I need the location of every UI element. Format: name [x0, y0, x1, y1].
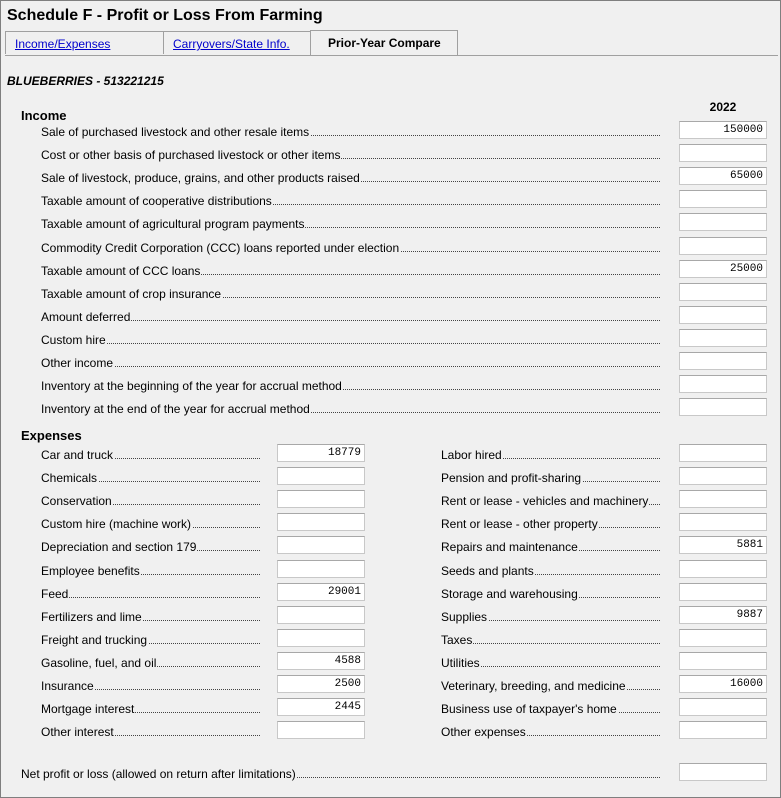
row-labor-hired: [1, 444, 781, 464]
row-supplies: [1, 606, 781, 626]
row-inventory-at-the-beginning-of-the-year-for-accrual-method: [1, 375, 781, 395]
rent-or-lease-other-property-input[interactable]: [679, 513, 767, 531]
row-taxes: [1, 629, 781, 649]
field-label: Fertilizers and lime: [41, 609, 142, 624]
field-label-wrap: [41, 402, 311, 416]
field-label-wrap: [441, 564, 535, 578]
business-use-of-taxpayer-s-home-input[interactable]: [679, 698, 767, 716]
field-label-wrap: [441, 517, 599, 531]
field-label-wrap: [41, 287, 222, 301]
field-label: Amount deferred: [41, 309, 131, 324]
row-seeds-and-plants: [1, 560, 781, 580]
field-label-wrap: [441, 702, 618, 716]
field-label: Other expenses: [441, 725, 526, 740]
amount-deferred-input[interactable]: [679, 306, 767, 324]
field-label: Conservation: [41, 494, 112, 509]
feed-input[interactable]: 29001: [277, 583, 365, 601]
field-label: Inventory at the beginning of the year for accrual method: [41, 379, 342, 394]
utilities-input[interactable]: [679, 652, 767, 670]
field-label-wrap: [441, 587, 579, 601]
tab-carryovers-state-info-label[interactable]: Carryovers/State Info.: [173, 37, 290, 51]
row-taxable-amount-of-ccc-loans: [1, 260, 781, 280]
row-rent-or-lease-vehicles-and-machinery: [1, 490, 781, 510]
row-taxable-amount-of-cooperative-distributions: [1, 190, 781, 210]
row-other-expenses: [1, 721, 781, 741]
field-label: Sale of livestock, produce, grains, and other products raised: [41, 171, 360, 186]
row-repairs-and-maintenance: [1, 536, 781, 556]
tab-carryovers-state-info[interactable]: [163, 31, 311, 54]
field-label: Inventory at the end of the year for accrual method: [41, 402, 310, 417]
tab-income-expenses-label[interactable]: Income/Expenses: [15, 37, 111, 51]
row-pension-and-profit-sharing: [1, 467, 781, 487]
field-label-wrap: [41, 171, 361, 185]
tab-income-expenses[interactable]: [5, 31, 164, 54]
row-taxable-amount-of-crop-insurance: [1, 283, 781, 303]
client-name: BLUEBERRIES - 513221215: [7, 74, 164, 88]
field-label: Taxable amount of cooperative distributions: [41, 194, 272, 209]
tab-bar: [5, 31, 778, 56]
page-title: Schedule F - Profit or Loss From Farming: [7, 7, 323, 24]
year-column-header: 2022: [709, 100, 737, 114]
row-other-income: [1, 352, 781, 372]
field-label-wrap: [41, 125, 310, 139]
row-custom-hire: [1, 329, 781, 349]
gasoline-fuel-and-oil-input[interactable]: 4588: [277, 652, 365, 670]
field-label: Freight and trucking: [41, 632, 148, 647]
field-label: Other income: [41, 356, 114, 370]
taxable-amount-of-ccc-loans-input[interactable]: 25000: [679, 260, 767, 278]
taxable-amount-of-crop-insurance-input[interactable]: [679, 283, 767, 301]
field-label: Veterinary, breeding, and medicine: [441, 679, 626, 693]
field-label-wrap: [441, 633, 473, 647]
field-label-wrap: [441, 494, 649, 508]
field-label-wrap: [441, 540, 579, 554]
sale-of-purchased-livestock-and-other-resale-items-input[interactable]: 150000: [679, 121, 767, 139]
field-label-wrap: [41, 217, 305, 231]
net-profit-or-loss-allowed-on-return-after-limitations-input[interactable]: [679, 763, 767, 781]
leader-dots: [41, 320, 660, 321]
field-label: Chemicals: [41, 471, 98, 486]
custom-hire-input[interactable]: [679, 329, 767, 347]
field-label-wrap: [441, 725, 527, 739]
field-label: Pension and profit-sharing: [441, 471, 582, 486]
row-inventory-at-the-end-of-the-year-for-accrual-method: [1, 398, 781, 418]
field-label-wrap: [21, 767, 297, 781]
field-label: Employee benefits: [41, 563, 140, 578]
field-label-wrap: [441, 471, 582, 485]
other-income-input[interactable]: [679, 352, 767, 370]
taxable-amount-of-cooperative-distributions-input[interactable]: [679, 190, 767, 208]
field-label: Feed: [41, 586, 69, 601]
field-label-wrap: [41, 333, 107, 347]
field-label: Taxes: [441, 632, 473, 647]
field-label: Supplies: [441, 609, 488, 624]
row-commodity-credit-corporation-ccc-loans-reported-under-election: [1, 237, 781, 257]
other-expenses-input[interactable]: [679, 721, 767, 739]
field-label: Repairs and maintenance: [441, 540, 578, 555]
tab-prior-year-compare-label[interactable]: Prior-Year Compare: [328, 36, 441, 50]
row-sale-of-livestock-produce-grains-and-other-products-raised: [1, 167, 781, 187]
pension-and-profit-sharing-input[interactable]: [679, 467, 767, 485]
inventory-at-the-end-of-the-year-for-accrual-method-input[interactable]: [679, 398, 767, 416]
row-cost-or-other-basis-of-purchased-livestock-or-other-items: [1, 144, 781, 164]
field-label-wrap: [41, 379, 343, 393]
field-label: Insurance: [41, 679, 94, 693]
field-label: Car and truck: [41, 448, 114, 462]
row-utilities: [1, 652, 781, 672]
row-storage-and-warehousing: [1, 583, 781, 603]
field-label-wrap: [41, 264, 201, 278]
mortgage-interest-input[interactable]: 2445: [277, 698, 365, 716]
tab-prior-year-compare[interactable]: [310, 30, 458, 55]
rent-or-lease-vehicles-and-machinery-input[interactable]: [679, 490, 767, 508]
field-label-wrap: [441, 656, 481, 670]
row-amount-deferred: [1, 306, 781, 326]
row-sale-of-purchased-livestock-and-other-resale-items: [1, 121, 781, 141]
taxes-input[interactable]: [679, 629, 767, 647]
field-label-wrap: [41, 310, 131, 324]
field-label: Depreciation and section 179: [41, 540, 197, 555]
row-net-profit-or-loss-allowed-on-return-after-limitations: [1, 763, 781, 783]
labor-hired-input[interactable]: [679, 444, 767, 462]
field-label: Custom hire (machine work): [41, 517, 192, 532]
car-and-truck-input[interactable]: 18779: [277, 444, 365, 462]
field-label: Cost or other basis of purchased livestock or other items: [41, 148, 341, 163]
repairs-and-maintenance-input[interactable]: 5881: [679, 536, 767, 554]
field-label: Rent or lease - other property: [441, 517, 598, 532]
field-label-wrap: [41, 194, 273, 208]
field-label: Sale of purchased livestock and other resale items: [41, 125, 310, 139]
field-label: Taxable amount of CCC loans: [41, 263, 201, 278]
veterinary-breeding-and-medicine-input[interactable]: 16000: [679, 675, 767, 693]
field-label-wrap: [41, 356, 114, 370]
field-label: Gasoline, fuel, and oil: [41, 655, 157, 670]
leader-dots: [41, 366, 660, 367]
supplies-input[interactable]: 9887: [679, 606, 767, 624]
taxable-amount-of-agricultural-program-payments-input[interactable]: [679, 213, 767, 231]
field-label: Labor hired: [441, 448, 502, 462]
field-label: Commodity Credit Corporation (CCC) loans reported under election: [41, 240, 400, 255]
row-taxable-amount-of-agricultural-program-payments: [1, 213, 781, 233]
field-label: Mortgage interest: [41, 702, 135, 717]
field-label-wrap: [441, 679, 627, 693]
sale-of-livestock-produce-grains-and-other-products-raised-input[interactable]: 65000: [679, 167, 767, 185]
field-label: Utilities: [441, 655, 480, 670]
cost-or-other-basis-of-purchased-livestock-or-other-items-input[interactable]: [679, 144, 767, 162]
storage-and-warehousing-input[interactable]: [679, 583, 767, 601]
row-rent-or-lease-other-property: [1, 513, 781, 533]
leader-dots: [41, 343, 660, 344]
field-label-wrap: [441, 448, 503, 462]
seeds-and-plants-input[interactable]: [679, 560, 767, 578]
leader-dots: [441, 643, 660, 644]
field-label: Business use of taxpayer's home: [441, 702, 617, 717]
expenses-heading: Expenses: [21, 428, 82, 443]
inventory-at-the-beginning-of-the-year-for-accrual-method-input[interactable]: [679, 375, 767, 393]
field-label: Other interest: [41, 725, 114, 740]
row-veterinary-breeding-and-medicine: [1, 675, 781, 695]
field-label: Custom hire: [41, 332, 106, 347]
field-label-wrap: [441, 610, 488, 624]
commodity-credit-corporation-ccc-loans-reported-under-election-input[interactable]: [679, 237, 767, 255]
field-label-wrap: [41, 241, 400, 255]
field-label-wrap: [41, 148, 341, 162]
field-label: Storage and warehousing: [441, 586, 578, 601]
income-heading: Income: [21, 108, 67, 123]
field-label: Seeds and plants: [441, 563, 534, 578]
field-label: Taxable amount of agricultural program payments: [41, 217, 305, 232]
field-label: Rent or lease - vehicles and machinery: [441, 494, 649, 509]
row-business-use-of-taxpayer-s-home: [1, 698, 781, 718]
field-label: Net profit or loss (allowed on return after limitations): [21, 767, 296, 781]
insurance-input[interactable]: 2500: [277, 675, 365, 693]
field-label: Taxable amount of crop insurance: [41, 286, 222, 301]
